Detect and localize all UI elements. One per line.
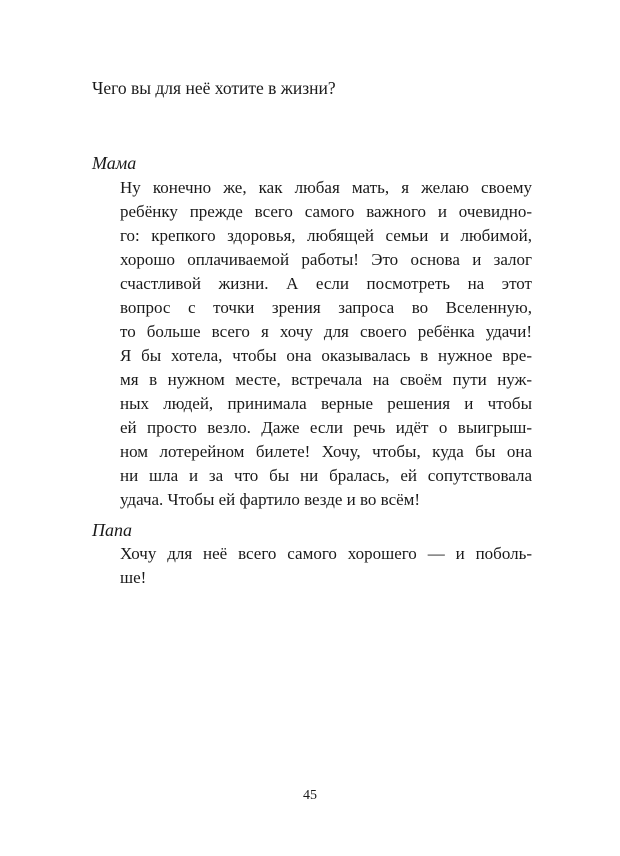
- page-number: 45: [303, 788, 317, 803]
- text-line: ных людей, принимала верные решения и чтобы: [120, 394, 532, 413]
- text-line: ей просто везло. Даже если речь идёт о выигрыш-: [120, 418, 532, 437]
- text-line: мя в нужном месте, встречала на своём пути нуж-: [120, 370, 532, 389]
- text-line: Ну конечно же, как любая мать, я желаю своему: [120, 178, 532, 197]
- text-line: счастливой жизни. А если посмотреть на этот: [120, 274, 532, 293]
- speaker-mama: Мама: [92, 153, 137, 173]
- text-line: ни шла и за что бы ни бралась, ей сопутствовала: [120, 466, 532, 485]
- text-line: Я бы хотела, чтобы она оказывалась в нужное вре-: [120, 346, 532, 365]
- text-line: то больше всего я хочу для своего ребёнка удачи!: [120, 322, 532, 341]
- answer-papa: [120, 542, 532, 590]
- text-line: вопрос с точки зрения запроса во Вселенную,: [120, 298, 532, 317]
- answer-mama: [120, 176, 532, 512]
- text-line: ше!: [120, 568, 147, 587]
- text-line: удача. Чтобы ей фартило везде и во всём!: [120, 490, 421, 509]
- speaker-papa: Папа: [92, 520, 132, 540]
- question-heading: Чего вы для неё хотите в жизни?: [92, 78, 336, 98]
- text-line: ребёнку прежде всего самого важного и очевидно-: [120, 202, 532, 221]
- text-line: Хочу для неё всего самого хорошего — и поболь-: [120, 544, 532, 563]
- text-line: хорошо оплачиваемой работы! Это основа и залог: [120, 250, 532, 269]
- text-line: ном лотерейном билете! Хочу, чтобы, куда бы она: [120, 442, 532, 461]
- text-line: го: крепкого здоровья, любящей семьи и любимой,: [120, 226, 532, 245]
